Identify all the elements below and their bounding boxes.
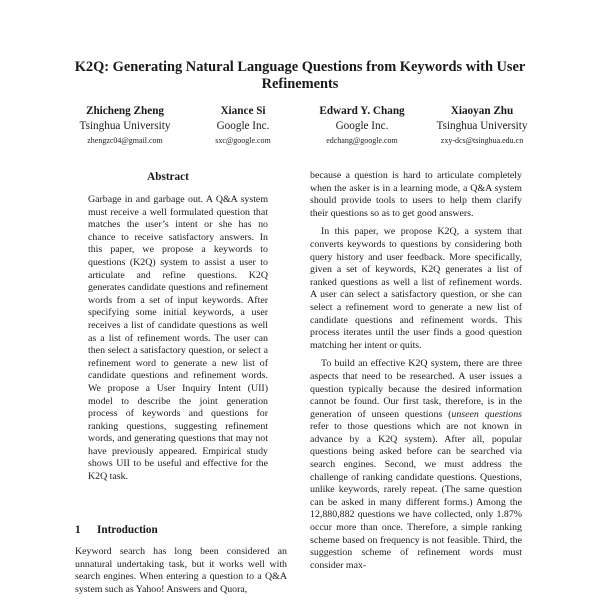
author-name: Zhicheng Zheng <box>85 105 165 117</box>
author-name: Xiaoyan Zhu <box>450 105 514 117</box>
author-name: Edward Y. Chang <box>319 105 405 117</box>
abstract-text: Garbage in and garbage out. A Q&A system must receive a well formulated question that matches the user’s intent or she has no chance to receive satisfactory answers. In this paper, we propose a keywords to questions (K2Q) system to assist a user to articulate and refine questions. K2Q generates candidate questions and refinement words from a set of input keywords. After specifying some initial keywords, a user receives a list of candidate questions as well as a list of refinement words. The user can then select a satisfactory question, or select a refinement word to generate a new list of candidate questions and refinement words. We propose a User Inquiry Intent (UII) model to describe the joint generation process of keywords and questions for ranking questions, suggesting refinement words, and generating questions that may not have previously appeared. Empirical study shows UII to be useful and effective for the K2Q task. <box>88 194 268 483</box>
author-name: Xiance Si <box>220 105 266 117</box>
author-affiliation: Tsinghua University <box>436 120 528 132</box>
section-heading <box>75 523 158 537</box>
body-paragraph: In this paper, we propose K2Q, a system that converts keywords to questions by considering both query history and user feedback. More specifically, given a set of keywords, K2Q generates a list of ranked questions as well a list of refinement words. A user can select a satisfactory question, or she can select a refinement word to generate a new list of candidate questions and refinement words. This process iterates until the user finds a good question matching her intent or quits. <box>310 226 522 351</box>
emphasis-text: unseen questions <box>451 408 523 420</box>
intro-paragraph <box>75 546 287 596</box>
section-number: 1 <box>75 524 81 536</box>
author-block <box>407 104 557 148</box>
body-text: refer to those questions which are not known in advance by a K2Q system). After all, popular questions being asked before can be searched via search engines. Second, we must address the challenge of ranking candidate questions. Questions, unlike keywords, rarely repeat. (The same question can be asked in many different forms.) Among the 12,880,882 questions we have collected, only 1.87% occur more than once. Therefore, a simple ranking scheme based on frequency is not feasible. Third, the suggestion scheme of refinement words must consider max- <box>310 421 522 571</box>
abstract-heading: Abstract <box>147 171 189 183</box>
author-email: sxc@google.com <box>215 136 271 145</box>
right-column <box>310 170 522 572</box>
body-text: To build an effective K2Q system, there are three aspects that need to be researched. A user issues a question typically because the desired information cannot be found. Our first task, therefore, is in the generation of unseen questions ( <box>310 358 522 420</box>
author-email: zxy-dcs@tsinghua.edu.cn <box>440 136 524 145</box>
section-title: Introduction <box>97 524 158 536</box>
body-paragraph: because a question is hard to articulate completely when the asker is in a learning mode, a Q&A system should provide tools to users to help them clarify their questions so as to get good answers. <box>310 170 522 219</box>
author-affiliation: Tsinghua University <box>79 120 171 132</box>
intro-text: Keyword search has long been considered an unnatural undertaking task, but it works well with search engines. When entering a question to a Q&A system such as Yahoo! Answers and Quora, <box>75 546 287 595</box>
author-affiliation: Google Inc. <box>216 120 270 132</box>
author-email: edchang@google.com <box>326 136 398 145</box>
body-paragraph <box>310 358 522 572</box>
author-affiliation: Google Inc. <box>335 120 389 132</box>
paper-title: K2Q: Generating Natural Language Questions from Keywords with User Refinements <box>74 59 526 92</box>
author-email: zhengzc04@gmail.com <box>87 136 163 145</box>
